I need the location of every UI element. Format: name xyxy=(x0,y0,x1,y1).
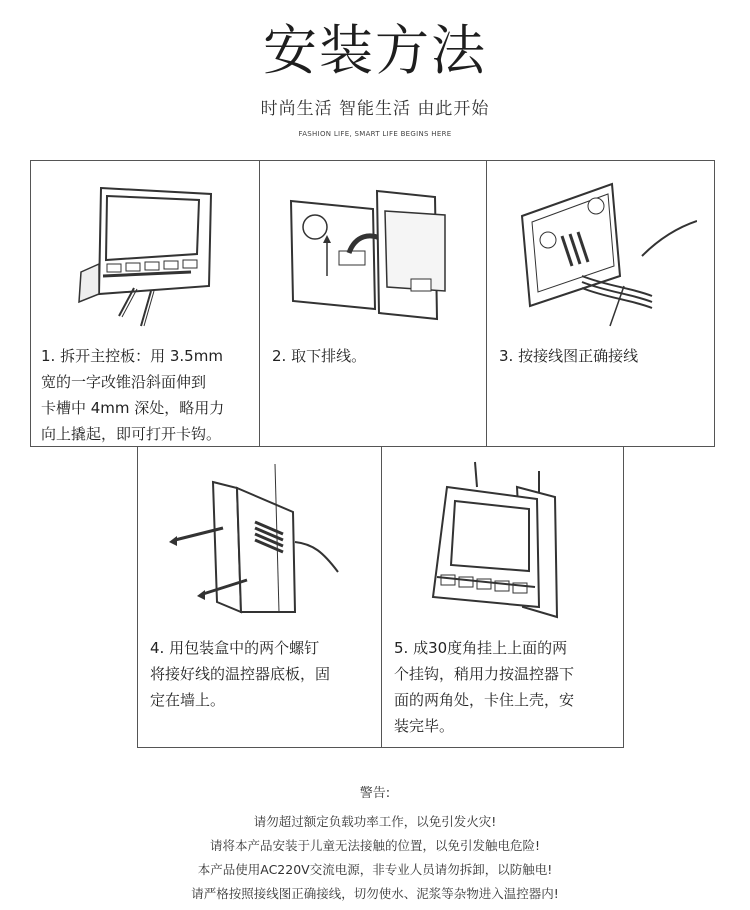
page-title: 安装方法 xyxy=(263,19,487,82)
step-line: 5. 成30度角挂上上面的两 xyxy=(394,639,568,657)
step-line: 3. 按接线图正确接线 xyxy=(499,347,639,365)
warning-line: 本产品使用AC220V交流电源，非专业人员请勿拆卸，以防触电! xyxy=(197,862,553,877)
step-line: 个挂钩，稍用力按温控器下 xyxy=(394,665,575,683)
step-line: 1. 拆开主控板：用 3.5mm xyxy=(41,347,223,365)
step-line: 面的两角处，卡住上壳，安 xyxy=(394,691,575,709)
step-line: 定在墙上。 xyxy=(150,691,226,709)
step-line: 装完毕。 xyxy=(394,717,455,735)
step-1-text xyxy=(41,343,224,447)
step-2-text xyxy=(272,343,366,369)
step-5-text xyxy=(394,635,574,739)
thermostat-pry-illustration xyxy=(71,176,221,336)
screw-mounting-illustration xyxy=(163,462,363,622)
step-1-panel xyxy=(30,160,260,447)
step-line: 宽的一字改锥沿斜面伸到 xyxy=(41,373,207,391)
step-4-panel xyxy=(137,446,382,748)
step-3-panel xyxy=(486,160,715,447)
wiring-illustration xyxy=(512,176,697,336)
warning-line: 请严格按照接线图正确接线，切勿使水、泥浆等杂物进入温控器内! xyxy=(191,886,559,901)
step-2-panel xyxy=(259,160,487,447)
step-line: 将接好线的温控器底板，固 xyxy=(150,665,331,683)
hook-thermostat-illustration xyxy=(427,457,577,622)
remove-cable-illustration xyxy=(285,181,465,331)
step-line: 2. 取下排线。 xyxy=(272,347,367,365)
step-line: 卡槽中 4mm 深处，略用力 xyxy=(41,399,225,417)
warning-title: 警告: xyxy=(359,786,391,801)
page-subtitle: 时尚生活 智能生活 由此开始 xyxy=(260,99,490,119)
warning-line: 请勿超过额定负载功率工作，以免引发火灾! xyxy=(253,814,497,829)
page-tagline: FASHION LIFE, SMART LIFE BEGINS HERE xyxy=(298,130,452,138)
step-5-panel xyxy=(381,446,624,748)
step-line: 4. 用包装盒中的两个螺钉 xyxy=(150,639,320,657)
step-4-text xyxy=(150,635,330,713)
step-3-text xyxy=(499,343,638,369)
warning-line: 请将本产品安装于儿童无法接触的位置，以免引发触电危险! xyxy=(209,838,540,853)
step-line: 向上撬起，即可打开卡钩。 xyxy=(41,425,222,443)
